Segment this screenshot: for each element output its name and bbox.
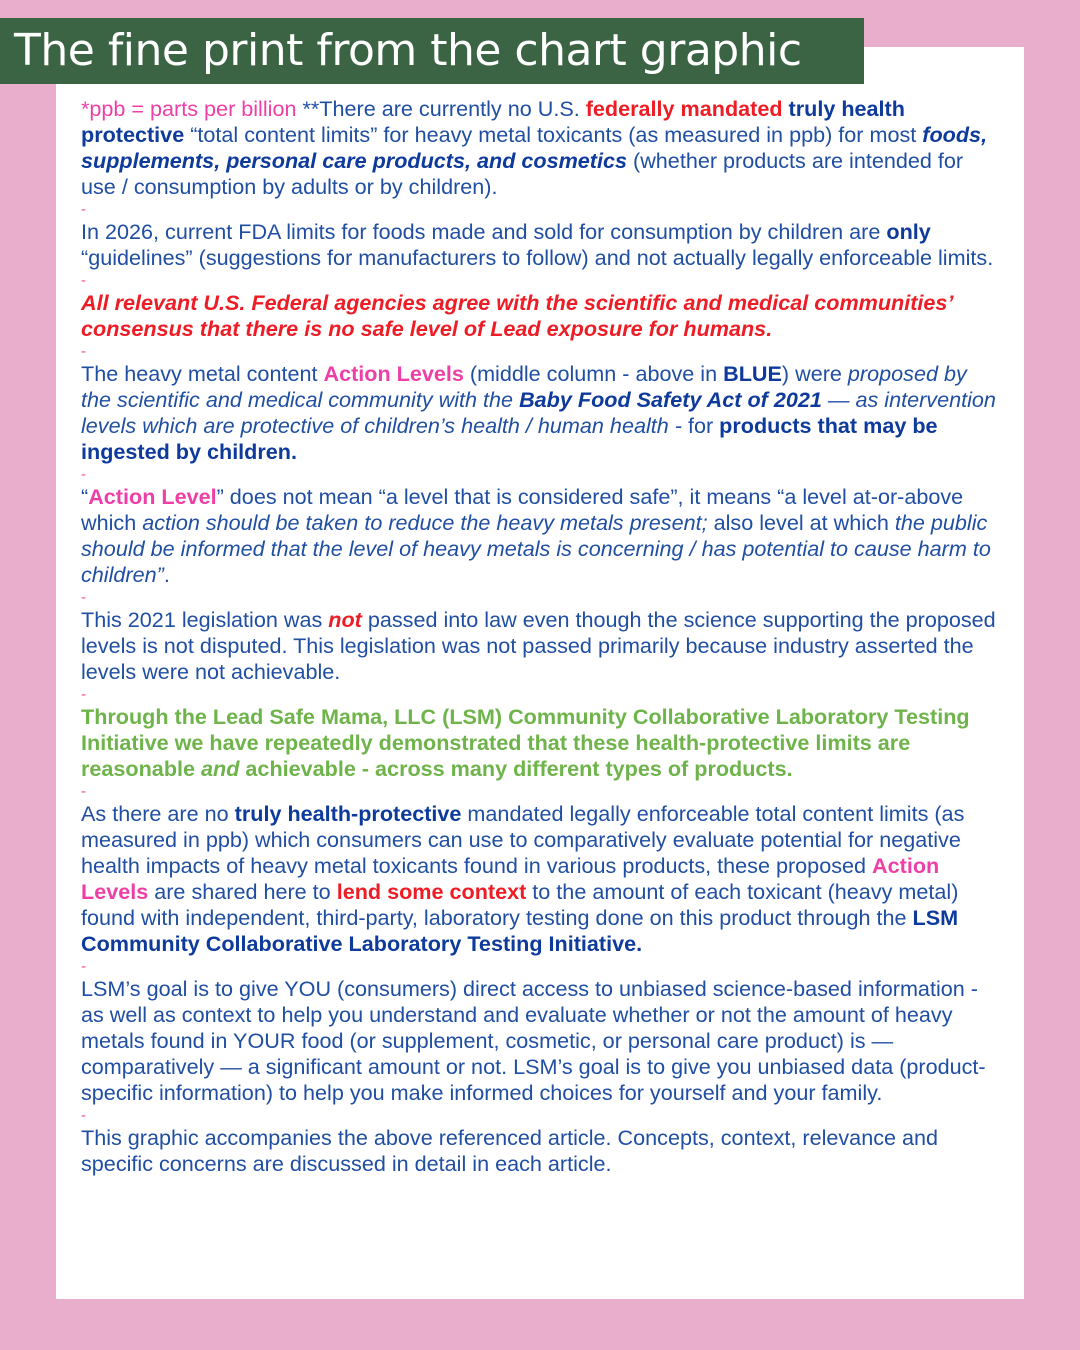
- separator: -: [81, 201, 86, 218]
- paragraph-legislation: This 2021 legislation was not passed into law even though the science supporting the proposed levels is not disputed. This legislation was not passed primarily because industry asserted the levels were not achievable.: [81, 607, 996, 684]
- highlight-and: and: [201, 756, 240, 781]
- highlight-truly-health-protective-2: truly health-protective: [234, 801, 462, 826]
- highlight-product-categories: foods, supplements, personal care products, and cosmetics: [81, 122, 988, 173]
- paragraph-lsm-goal: LSM’s goal is to give YOU (consumers) direct access to unbiased science-based information - as well as context to help you understand and evaluate whether or not the amount of heavy metals found in YOUR food (or supplement, cosmetic, or personal care product) is — comparatively — a significant amount or not. LSM’s goal is to give you unbiased data (product-specific information) to help you make informed choices for yourself and your family.: [81, 976, 986, 1105]
- highlight-only: only: [886, 219, 931, 244]
- page-title: The fine print from the chart graphic: [0, 18, 864, 84]
- separator: -: [81, 589, 86, 606]
- fine-print-text: [81, 96, 1001, 1177]
- highlight-baby-food-safety-act: Baby Food Safety Act of 2021: [519, 387, 822, 412]
- paragraph-context: As there are no truly health-protective mandated legally enforceable total content limits (as measured in ppb) which consumers can use to comparatively evaluate potential for negative health impacts of heavy metal toxicants found in various products, these proposed Action Levels are shared here to lend some context to the amount of each toxicant (heavy metal) found with independent, third-party, laboratory testing done on this product through the LSM Community Collaborative Laboratory Testing Initiative.: [81, 801, 965, 956]
- paragraph-action-level-meaning: “Action Level” does not mean “a level that is considered safe”, it means “a level at-or-above which action should be taken to reduce the heavy metals present; also level at which the public should be informed that the level of heavy metals is concerning / has potential to cause harm to children”.: [81, 484, 991, 587]
- highlight-action-levels-2: Action Levels: [81, 853, 940, 904]
- separator: -: [81, 686, 86, 703]
- separator: -: [81, 466, 86, 483]
- ppb-definition: *ppb = parts per billion: [81, 96, 297, 121]
- paragraph-action-levels: The heavy metal content Action Levels (middle column - above in BLUE) were proposed by the scientific and medical community with the Baby Food Safety Act of 2021 — as intervention levels which are protective of children’s health / human health - for products that may be ingested by children.: [81, 361, 996, 464]
- separator: -: [81, 958, 86, 975]
- highlight-lend-some-context: lend some context: [336, 879, 527, 904]
- separator: -: [81, 1107, 86, 1124]
- separator: -: [81, 783, 86, 800]
- lead-consensus-statement: All relevant U.S. Federal agencies agree with the scientific and medical communities’ consensus that there is no safe level of Lead exposure for humans.: [81, 290, 953, 341]
- highlight-action-levels: Action Levels: [323, 361, 464, 386]
- highlight-federally-mandated: federally mandated: [585, 96, 783, 121]
- paragraph-lead-consensus: [81, 290, 1001, 342]
- highlight-blue: BLUE: [723, 361, 782, 386]
- highlight-products-children: products that may be ingested by children.: [81, 413, 938, 464]
- separator: -: [81, 272, 86, 289]
- paragraph-fda-guidelines: In 2026, current FDA limits for foods made and sold for consumption by children are only “guidelines” (suggestions for manufacturers to follow) and not actually legally enforceable limits.: [81, 219, 994, 270]
- paragraph-ppb-note: *ppb = parts per billion **There are currently no U.S. federally mandated truly health protective “total content limits” for heavy metal toxicants (as measured in ppb) for most foods, supplements, personal care products, and cosmetics (whether products are intended for use / consumption by adults or by children).: [81, 96, 988, 199]
- highlight-not: not: [328, 607, 362, 632]
- paragraph-accompanies-article: This graphic accompanies the above referenced article. Concepts, context, relevance and specific concerns are discussed in detail in each article.: [81, 1125, 939, 1176]
- paragraph-lsm-initiative: Through the Lead Safe Mama, LLC (LSM) Community Collaborative Laboratory Testing Initiative we have repeatedly demonstrated that these health-protective limits are reasonable and achievable - across many different types of products.: [81, 704, 970, 781]
- highlight-truly-health-protective: truly health protective: [81, 96, 905, 147]
- highlight-lsm-initiative: LSM Community Collaborative Laboratory Testing Initiative.: [81, 905, 959, 956]
- separator: -: [81, 343, 86, 360]
- highlight-action-level: Action Level: [88, 484, 217, 509]
